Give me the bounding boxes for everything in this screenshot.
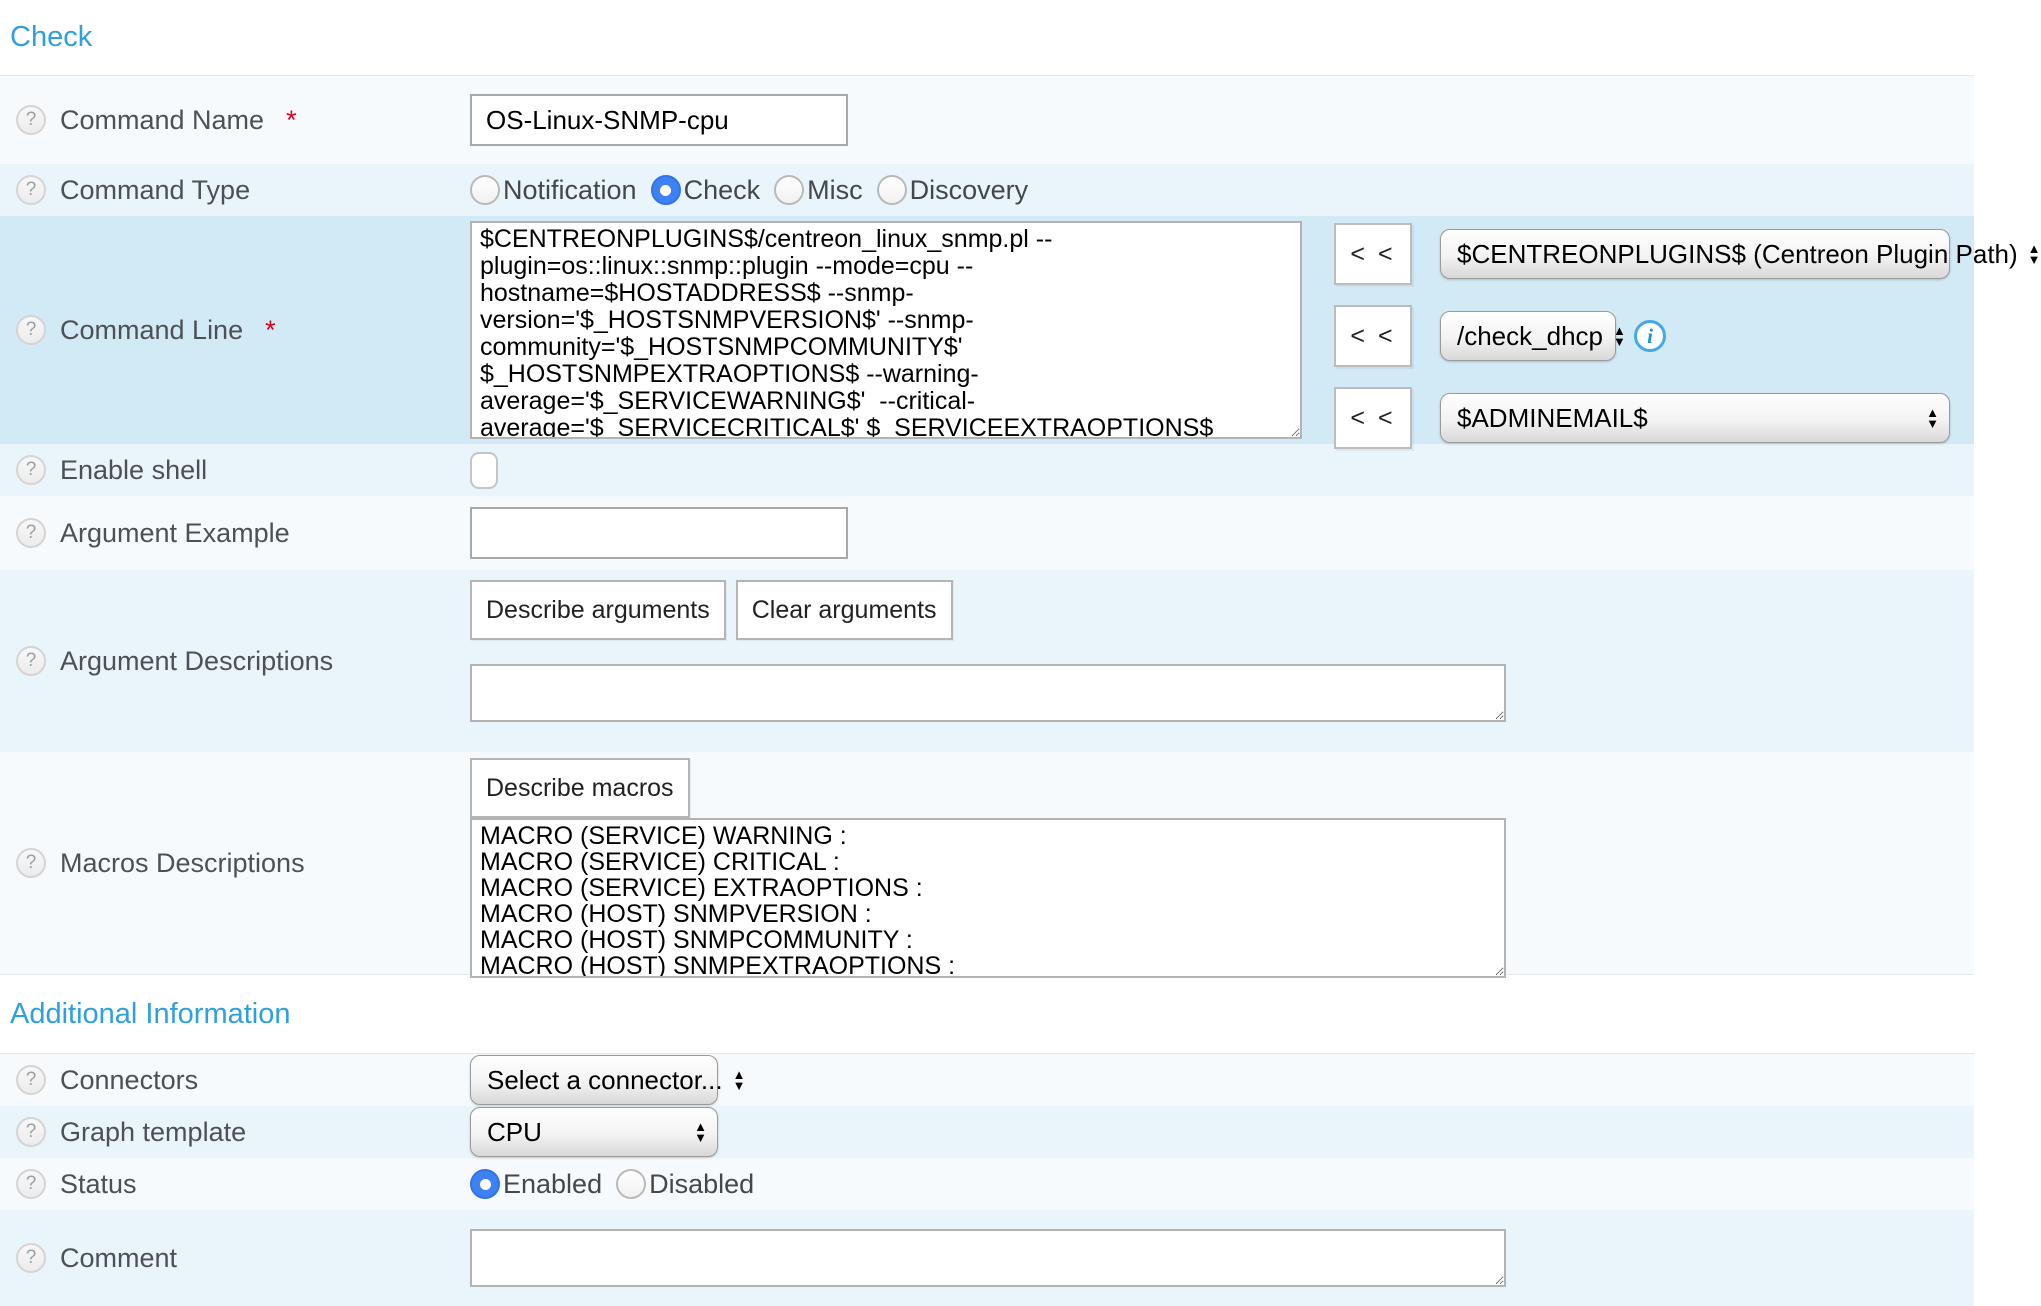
- command-line-textarea[interactable]: [470, 221, 1302, 439]
- section-title: Check: [10, 21, 93, 53]
- row-argument-descriptions: [0, 570, 1974, 752]
- status-radio-group: [470, 1169, 754, 1200]
- section-title: Additional Information: [10, 997, 291, 1030]
- row-connectors: [0, 1054, 1974, 1106]
- radio-circle-selected-icon: [470, 1169, 500, 1199]
- radio-label: Discovery: [909, 174, 1029, 205]
- argument-example-input[interactable]: [470, 507, 848, 559]
- radio-notification[interactable]: [470, 175, 637, 206]
- help-icon[interactable]: ?: [16, 315, 46, 345]
- argument-descriptions-label: Argument Descriptions: [60, 645, 334, 676]
- select-value: CPU: [487, 1116, 542, 1147]
- picker-row-macro: [1334, 387, 1950, 449]
- status-label: Status: [60, 1168, 137, 1199]
- command-name-input[interactable]: [470, 94, 848, 146]
- radio-label: Misc: [807, 174, 863, 205]
- row-enable-shell: [0, 444, 1974, 496]
- help-icon[interactable]: ?: [16, 1243, 46, 1273]
- info-icon[interactable]: i: [1634, 320, 1666, 352]
- row-command-line: [0, 216, 2041, 444]
- radio-label: Enabled: [503, 1168, 603, 1199]
- command-name-label: Command Name: [60, 104, 265, 135]
- required-asterisk: *: [286, 104, 297, 135]
- enable-shell-checkbox[interactable]: [470, 452, 498, 489]
- macros-descriptions-label: Macros Descriptions: [60, 847, 305, 878]
- help-icon[interactable]: ?: [16, 1169, 46, 1199]
- help-icon[interactable]: ?: [16, 848, 46, 878]
- row-status: [0, 1158, 1974, 1210]
- radio-enabled[interactable]: [470, 1169, 602, 1200]
- row-comment: [0, 1210, 1974, 1306]
- macros-descriptions-textarea[interactable]: [470, 818, 1506, 978]
- select-arrows-icon: ▲ ▼: [732, 1067, 746, 1093]
- command-line-label: Command Line: [60, 314, 244, 345]
- argument-example-label: Argument Example: [60, 517, 290, 548]
- select-value: $CENTREONPLUGINS$ (Centreon Plugin Path): [1457, 238, 2018, 269]
- row-graph-template: [0, 1106, 1974, 1158]
- radio-label: Check: [683, 174, 761, 205]
- select-arrows-icon: ▲ ▼: [2027, 241, 2041, 267]
- select-arrows-icon: ▲ ▼: [694, 1119, 707, 1145]
- argument-descriptions-textarea[interactable]: [470, 664, 1506, 722]
- command-type-label: Command Type: [60, 174, 251, 205]
- radio-circle-icon: [616, 1169, 646, 1199]
- picker-row-plugin-path: [1334, 223, 2041, 285]
- select-arrows-icon: ▲ ▼: [1612, 323, 1626, 349]
- enable-shell-label: Enable shell: [60, 454, 208, 485]
- help-icon[interactable]: ?: [16, 518, 46, 548]
- macro-pickers: [1334, 216, 2041, 449]
- graph-template-select[interactable]: [470, 1107, 718, 1157]
- help-icon[interactable]: ?: [16, 175, 46, 205]
- section-header-additional-information: [0, 974, 1974, 1054]
- radio-check[interactable]: [651, 175, 761, 206]
- plugin-select[interactable]: [1440, 311, 1626, 361]
- insert-macro-button[interactable]: < <: [1334, 305, 1412, 367]
- select-value: /check_dhcp: [1457, 320, 1603, 351]
- select-value: $ADMINEMAIL$: [1457, 402, 1648, 433]
- radio-label: Notification: [503, 174, 637, 205]
- plugin-path-select[interactable]: [1440, 229, 2041, 279]
- describe-arguments-button[interactable]: Describe arguments: [470, 580, 726, 640]
- macro-select[interactable]: [1440, 393, 1950, 443]
- radio-discovery[interactable]: [877, 175, 1029, 206]
- radio-misc[interactable]: [774, 175, 863, 206]
- section-header-check: [0, 0, 1974, 76]
- row-argument-example: [0, 496, 1974, 570]
- row-command-type: [0, 164, 1974, 216]
- help-icon[interactable]: ?: [16, 455, 46, 485]
- graph-template-label: Graph template: [60, 1116, 247, 1147]
- clear-arguments-button[interactable]: Clear arguments: [736, 580, 953, 640]
- help-icon[interactable]: ?: [16, 105, 46, 135]
- command-type-radio-group: [470, 175, 1028, 206]
- insert-macro-button[interactable]: < <: [1334, 387, 1412, 449]
- comment-label: Comment: [60, 1242, 178, 1273]
- radio-disabled[interactable]: [616, 1169, 754, 1200]
- radio-circle-icon: [470, 175, 500, 205]
- help-icon[interactable]: ?: [16, 1117, 46, 1147]
- radio-circle-icon: [774, 175, 804, 205]
- connectors-select[interactable]: [470, 1055, 746, 1105]
- picker-row-plugin: [1334, 305, 1950, 367]
- help-icon[interactable]: ?: [16, 1065, 46, 1095]
- comment-textarea[interactable]: [470, 1229, 1506, 1287]
- select-arrows-icon: ▲ ▼: [1926, 405, 1939, 431]
- select-value: Select a connector...: [487, 1064, 723, 1095]
- help-icon[interactable]: ?: [16, 646, 46, 676]
- row-command-name: [0, 76, 1974, 164]
- required-asterisk: *: [265, 314, 276, 345]
- radio-circle-icon: [877, 175, 907, 205]
- radio-circle-selected-icon: [651, 175, 681, 205]
- connectors-label: Connectors: [60, 1064, 199, 1095]
- insert-macro-button[interactable]: < <: [1334, 223, 1412, 285]
- describe-macros-button[interactable]: Describe macros: [470, 758, 690, 818]
- row-macros-descriptions: [0, 752, 1974, 974]
- radio-label: Disabled: [649, 1168, 755, 1199]
